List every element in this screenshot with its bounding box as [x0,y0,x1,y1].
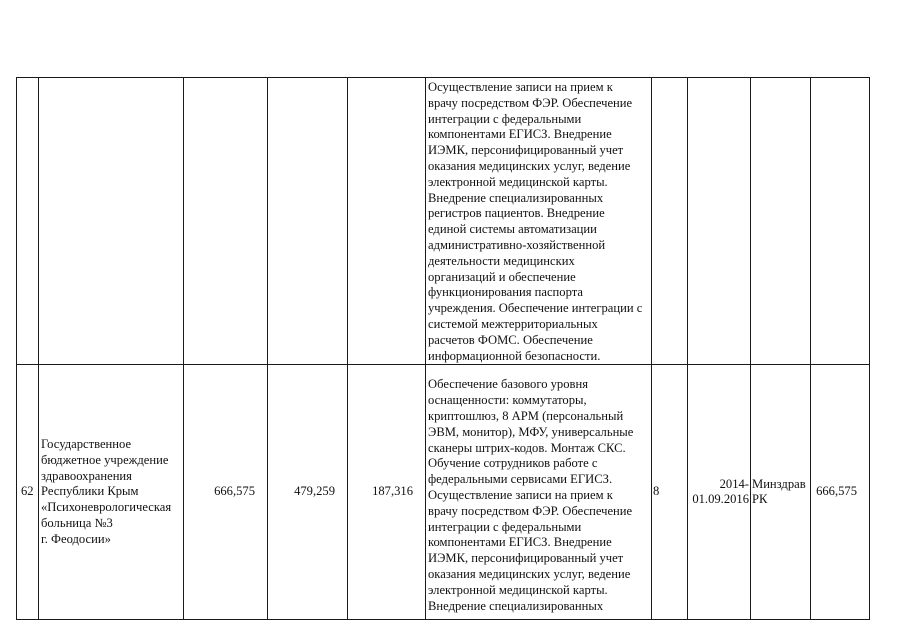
amount-cell: 666,575 [811,365,870,620]
amount-cell [811,78,870,365]
description-cell: Обеспечение базового уровня оснащенности: коммутаторы, криптошлюз, 8 АРМ (персональный ЭВМ, монитор), МФУ, универсальные сканеры штрих-кодов. Монтаж СКС. Обучение сотрудников работе с федеральными сервисами ЕГИСЗ. Осуществление записи на прием к врачу посредством ФЭР. Обеспечение интеграции с федеральными компонентами ЕГИСЗ. Внедрение ИЭМК, персонифицированный учет оказания медицинских услуг, ведение электронной медицинской карты. Внедрение специализированных [426,365,652,620]
table-row [17,78,870,365]
period-cell: 2014- 01.09.2016 [688,365,751,620]
quantity-cell: 8 [652,365,688,620]
total-funding-cell: 666,575 [184,365,268,620]
row-number-cell: 62 [17,365,39,620]
organization-cell: Государственное бюджетное учреждение здравоохранения Республики Крым «Психоневрологическая больница №3 г. Феодосии» [39,365,184,620]
document-table [16,77,870,620]
description-cell: Осуществление записи на прием к врачу посредством ФЭР. Обеспечение интеграции с федеральными компонентами ЕГИСЗ. Внедрение ИЭМК, персонифицированный учет оказания медицинских услуг, ведение электронной медицинской карты. Внедрение специализированных регистров пациентов. Внедрение единой системы автоматизации административно-хозяйственной деятельности медицинских организаций и обеспечение функционирования паспорта учреждения. Обеспечение интеграции с системой межтерриториальных расчетов ФОМС. Обеспечение информационной безопасности. [426,78,652,365]
row-number-cell [17,78,39,365]
regional-funding-cell [348,78,426,365]
total-funding-cell [184,78,268,365]
quantity-cell [652,78,688,365]
period-cell [688,78,751,365]
table-row [17,365,870,620]
executor-cell: Минздрав РК [751,365,811,620]
executor-cell [751,78,811,365]
organization-cell [39,78,184,365]
federal-funding-cell [268,78,348,365]
federal-funding-cell: 479,259 [268,365,348,620]
regional-funding-cell: 187,316 [348,365,426,620]
